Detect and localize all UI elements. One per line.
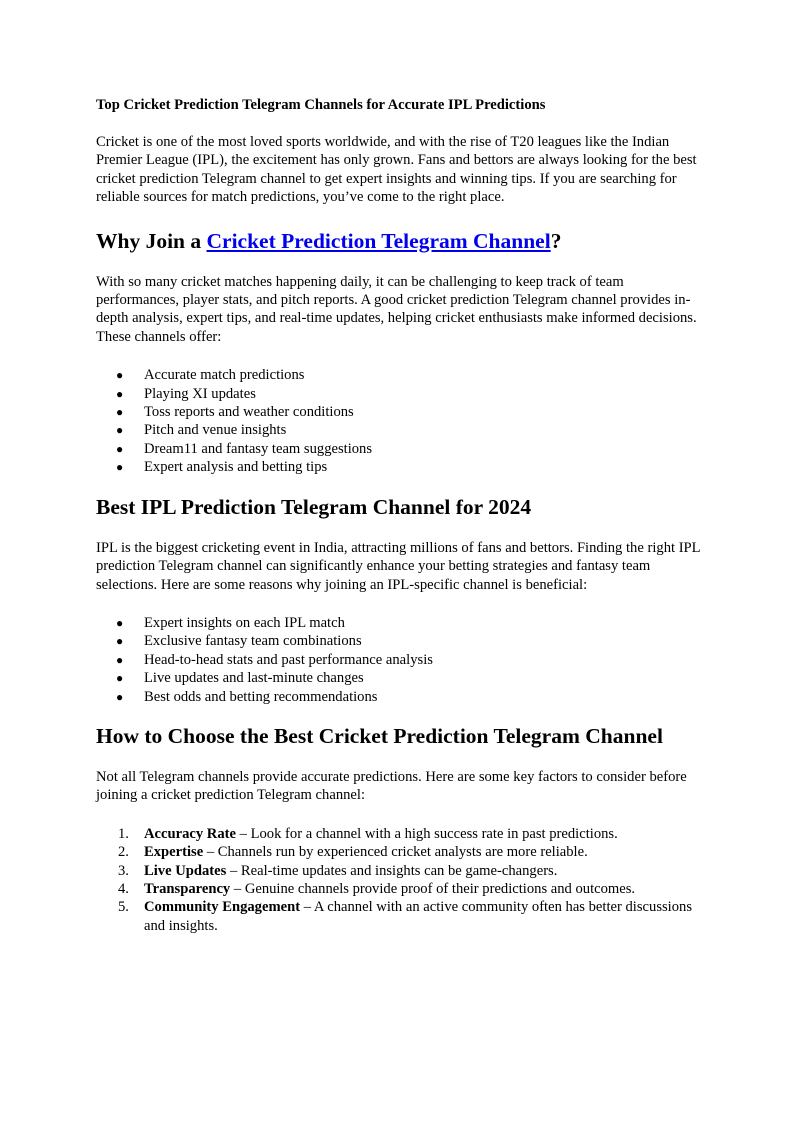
list-item: ● Dream11 and fantasy team suggestions	[116, 440, 373, 457]
section1-paragraph: With so many cricket matches happening daily, it can be challenging to keep track of team performances, player stats, and pitch reports. A good cricket prediction Telegram channel provides in-depth analysis, expert tips, and real-time updates, helping cricket enthusiasts make informed decisions. These channels offer:	[96, 273, 697, 345]
bullet-icon: ●	[116, 423, 124, 438]
intro-paragraph: Cricket is one of the most loved sports worldwide, and with the rise of T20 leagues like the Indian Premier League (IPL), the excitement has only grown. Fans and bettors are always looking for the best cricket prediction Telegram channel to get expert insights and winning tips. If you are searching for reliable sources for match predictions, you’ve come to the right place.	[96, 134, 697, 206]
section2-bullet-list	[96, 614, 706, 706]
section1-bullet-list	[96, 366, 706, 476]
heading-suffix: ?	[550, 228, 562, 253]
bullet-icon: ●	[116, 441, 124, 456]
list-item: ● Exclusive fantasy team combinations	[116, 633, 362, 650]
cricket-prediction-telegram-channel-link[interactable]: Cricket Prediction Telegram Channel	[206, 228, 551, 253]
list-item: 2. Expertise – Channels run by experienced cricket analysts are more reliable.	[118, 844, 588, 861]
section2-paragraph: IPL is the biggest cricketing event in India, attracting millions of fans and bettors. Finding the right IPL prediction Telegram channel can significantly enhance your betting strategies and fantasy team selections. Here are some reasons why joining an IPL-specific channel is beneficial:	[96, 539, 701, 593]
list-item: 1. Accuracy Rate – Look for a channel with a high success rate in past predictions.	[118, 825, 618, 842]
list-item: ● Live updates and last-minute changes	[116, 670, 364, 687]
section-heading-how-to-choose: How to Choose the Best Cricket Prediction Telegram Channel	[96, 723, 663, 748]
heading-prefix: Why Join a	[96, 228, 207, 253]
list-item: ● Toss reports and weather conditions	[116, 404, 354, 421]
document-page	[96, 96, 706, 935]
list-item: ● Head-to-head stats and past performance analysis	[116, 651, 433, 668]
bullet-icon: ●	[116, 386, 124, 401]
bullet-icon: ●	[116, 405, 124, 420]
section-heading-best-ipl: Best IPL Prediction Telegram Channel for 2024	[96, 494, 532, 519]
bullet-icon: ●	[116, 368, 124, 383]
list-item: ● Best odds and betting recommendations	[116, 688, 378, 705]
bullet-icon: ●	[116, 689, 124, 704]
bullet-icon: ●	[116, 460, 124, 475]
list-item: 3. Live Updates – Real-time updates and insights can be game-changers.	[118, 862, 558, 879]
list-item: ● Pitch and venue insights	[116, 422, 287, 439]
list-item: 5. Community Engagement – A channel with an active community often has better discussions and insights.	[118, 899, 692, 934]
list-item: 4. Transparency – Genuine channels provide proof of their predictions and outcomes.	[118, 880, 636, 897]
list-item: ● Expert analysis and betting tips	[116, 459, 328, 476]
list-item: ● Accurate match predictions	[116, 367, 305, 384]
bullet-icon: ●	[116, 634, 124, 649]
section3-numbered-list	[96, 825, 706, 935]
bullet-icon: ●	[116, 652, 124, 667]
list-item: ● Expert insights on each IPL match	[116, 614, 345, 631]
document-title: Top Cricket Prediction Telegram Channels for Accurate IPL Predictions	[96, 97, 546, 113]
bullet-icon: ●	[116, 671, 124, 686]
bullet-icon: ●	[116, 615, 124, 630]
section3-paragraph: Not all Telegram channels provide accurate predictions. Here are some key factors to consider before joining a cricket prediction Telegram channel:	[96, 768, 687, 804]
section-heading-why-join	[96, 227, 706, 255]
list-item: ● Playing XI updates	[116, 385, 256, 402]
